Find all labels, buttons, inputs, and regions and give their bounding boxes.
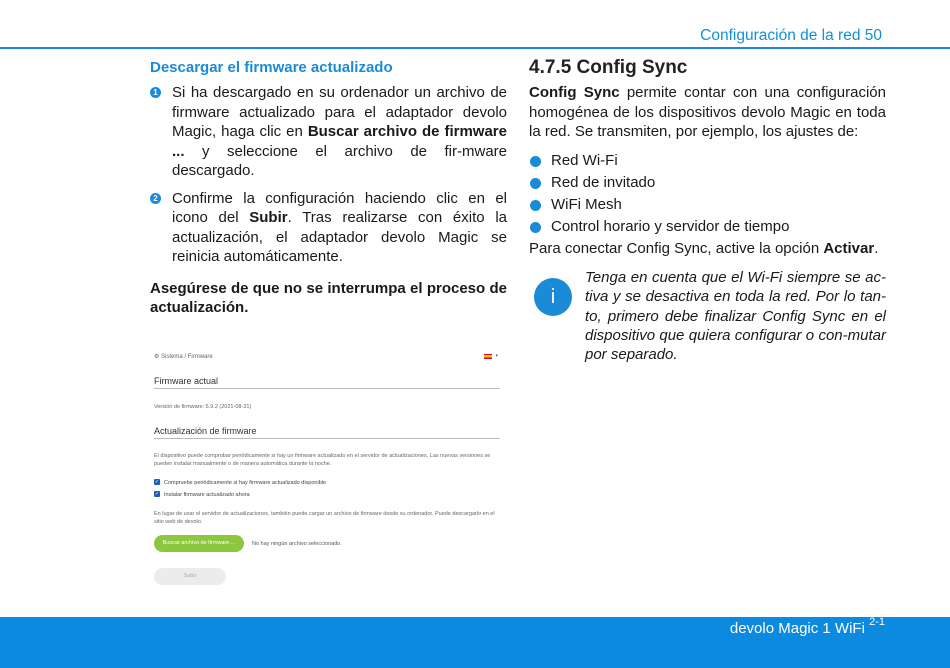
info-note xyxy=(529,268,886,364)
upload-description: En lugar de usar el servidor de actualizaciones, también puede cargar un archivo de firmware desde su ordenador. Puede descargarlo en el sitio web de devolo. xyxy=(154,511,495,525)
install-now-label: Instalar firmware actualizado ahora xyxy=(164,492,250,498)
list-item: Control horario y servidor de tiempo xyxy=(529,216,886,238)
spain-flag-icon[interactable] xyxy=(484,354,492,359)
browse-firmware-button[interactable]: Buscar archivo de firmware ... xyxy=(154,535,244,552)
section-title: 4.7.5 Config Sync xyxy=(529,57,688,78)
breadcrumb: ⚙ Sistema / Firmware xyxy=(154,354,213,360)
activate-text: Para conectar Config Sync, active la opción xyxy=(529,239,824,257)
upload-button[interactable]: Subir xyxy=(154,568,226,585)
left-column xyxy=(150,59,507,318)
step-1 xyxy=(150,83,507,181)
step-1-bold: Buscar archivo de firmware ... xyxy=(172,123,507,160)
list-item: Red de invitado xyxy=(529,172,886,194)
firmware-version: Versión de firmware: 5.9.2 (2021-08-31) xyxy=(154,404,252,410)
install-now-checkbox[interactable]: ✓ xyxy=(154,491,160,497)
activate-period: . xyxy=(874,239,879,257)
intro-text: permite contar con una configuración homogénea de los dispositivos devolo Magic en toda la red. Se transmiten, por ejemplo, los ajustes de: xyxy=(529,84,886,140)
step-number-2: 2 xyxy=(150,193,161,204)
update-heading: Actualización de firmware xyxy=(154,426,257,436)
firmware-heading: Firmware actual xyxy=(154,376,219,386)
settings-list xyxy=(529,150,886,239)
activate-paragraph xyxy=(529,239,886,259)
list-item: WiFi Mesh xyxy=(529,194,886,216)
footer-product-name: devolo Magic 1 WiFi xyxy=(729,620,865,637)
footer-superscript: 2-1 xyxy=(869,616,885,628)
note-text: Tenga en cuenta que el Wi-Fi siempre se ac-tiva y se desactiva en toda la red. Por lo tan-to, primero debe finalizar Config Sync en el dispositivo que quiera configurar o con-mutar por separado. xyxy=(585,269,886,363)
right-column xyxy=(529,57,886,364)
intro-paragraph xyxy=(529,83,886,142)
update-description: El dispositivo puede comprobar periódicamente si hay un firmware actualizado en el servidor de actualizaciones. Las nuevas versiones se pueden instalar manualmente o de manera automática durante la noche. xyxy=(154,453,491,467)
divider xyxy=(154,438,500,439)
no-file-text: No hay ningún archivo seleccionado. xyxy=(252,541,342,547)
step-2-text-end: . Tras realizarse con éxito la actualización, el adaptador devolo Magic se reinicia automáticamente. xyxy=(172,209,507,265)
step-1-text-start: Si ha descargado en su ordenador un archivo de firmware actualizado para el adaptador devolo Magic, haga clic en xyxy=(172,84,507,140)
step-number-1: 1 xyxy=(150,87,161,98)
divider xyxy=(154,388,500,389)
list-item: Red Wi-Fi xyxy=(529,150,886,172)
section-heading: Descargar el firmware actualizado xyxy=(150,59,393,76)
intro-bold: Config Sync xyxy=(529,84,620,101)
step-2 xyxy=(150,189,507,267)
step-2-text-start: Confirme la configuración haciendo clic en el icono del xyxy=(172,189,507,226)
firmware-screenshot xyxy=(150,346,502,591)
chevron-down-icon[interactable]: ▾ xyxy=(495,353,498,359)
footer-product xyxy=(730,618,885,637)
auto-check-label: Compruebe periódicamente si hay firmware actualizado disponible xyxy=(164,480,327,486)
auto-check-checkbox[interactable]: ✓ xyxy=(154,479,160,485)
step-1-text-end: y seleccione el archivo de fir-mware descargado. xyxy=(172,142,507,179)
info-icon: i xyxy=(534,278,572,316)
page-header-title: Configuración de la red 50 xyxy=(700,27,882,44)
header-divider xyxy=(0,47,950,49)
warning-text: Asegúrese de que no se interrumpa el proceso de actualización. xyxy=(150,279,507,316)
step-2-bold: Subir xyxy=(249,209,288,226)
activate-bold: Activar xyxy=(823,239,875,257)
